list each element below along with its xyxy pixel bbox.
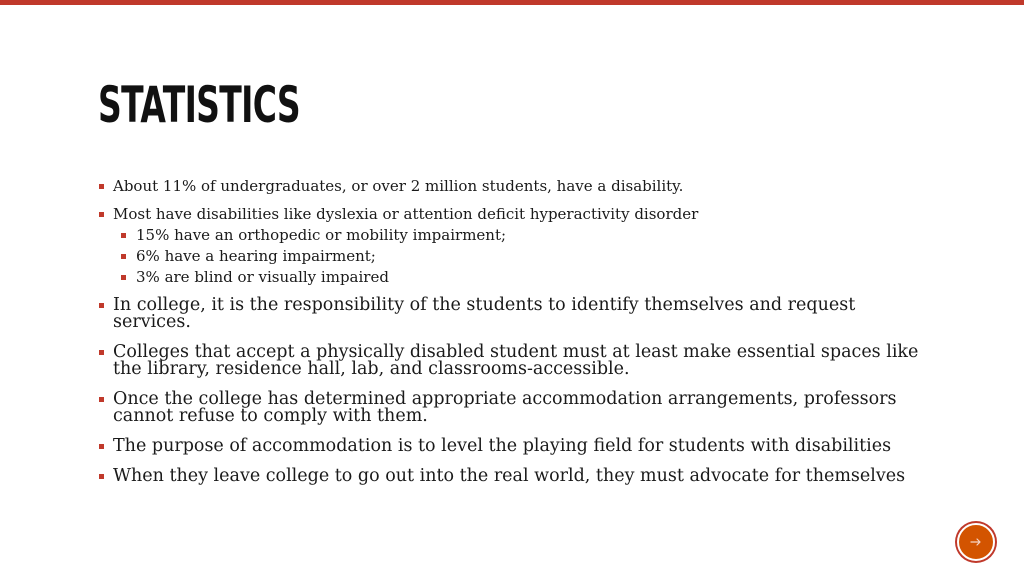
bullet-list [98,176,938,485]
bullet-marker [99,444,104,449]
bullet-text: The purpose of accommodation is to level the playing field for students with disabilities [113,436,892,456]
bullet-marker [99,474,104,479]
bullet-marker [99,397,104,402]
slide-title: STATISTICS [98,76,301,134]
bullet-text: Colleges that accept a physically disabled student must at least make essential spaces like the library, residence hall, lab, and classrooms-accessible. [113,342,919,379]
slide-content [98,176,938,498]
top-accent-bar [0,0,1024,5]
sub-bullet-text: 3% are blind or visually impaired [136,268,389,286]
bullet-item [98,176,938,196]
bullet-marker [99,212,104,217]
sub-bullet-marker [121,254,126,259]
slide-nav-button[interactable] [957,523,995,561]
bullet-text: In college, it is the responsibility of the students to identify themselves and request services. [113,295,856,332]
bullet-text: When they leave college to go out into the real world, they must advocate for themselves [113,466,906,486]
bullet-item [98,468,938,485]
bullet-marker [99,184,104,189]
sub-bullet-text: 15% have an orthopedic or mobility impairment; [136,226,507,244]
sub-bullet-marker [121,233,126,238]
bullet-item [98,297,938,331]
bullet-text: Most have disabilities like dyslexia or attention deficit hyperactivity disorder [113,205,699,223]
bullet-text: Once the college has determined appropriate accommodation arrangements, professors cannot refuse to comply with them. [113,389,897,426]
sub-bullet-marker [121,275,126,280]
sub-bullet-item [98,225,938,246]
slide-nav-icon [967,533,985,551]
bullet-item [98,204,938,288]
bullet-marker [99,350,104,355]
bullet-text: About 11% of undergraduates, or over 2 million students, have a disability. [113,177,684,195]
bullet-item [98,344,938,378]
sub-bullet-text: 6% have a hearing impairment; [136,247,376,265]
bullet-item [98,391,938,425]
sub-bullet-item [98,246,938,267]
sub-bullet-list [113,225,938,288]
bullet-marker [99,303,104,308]
bullet-item [98,438,938,455]
sub-bullet-item [98,267,938,288]
